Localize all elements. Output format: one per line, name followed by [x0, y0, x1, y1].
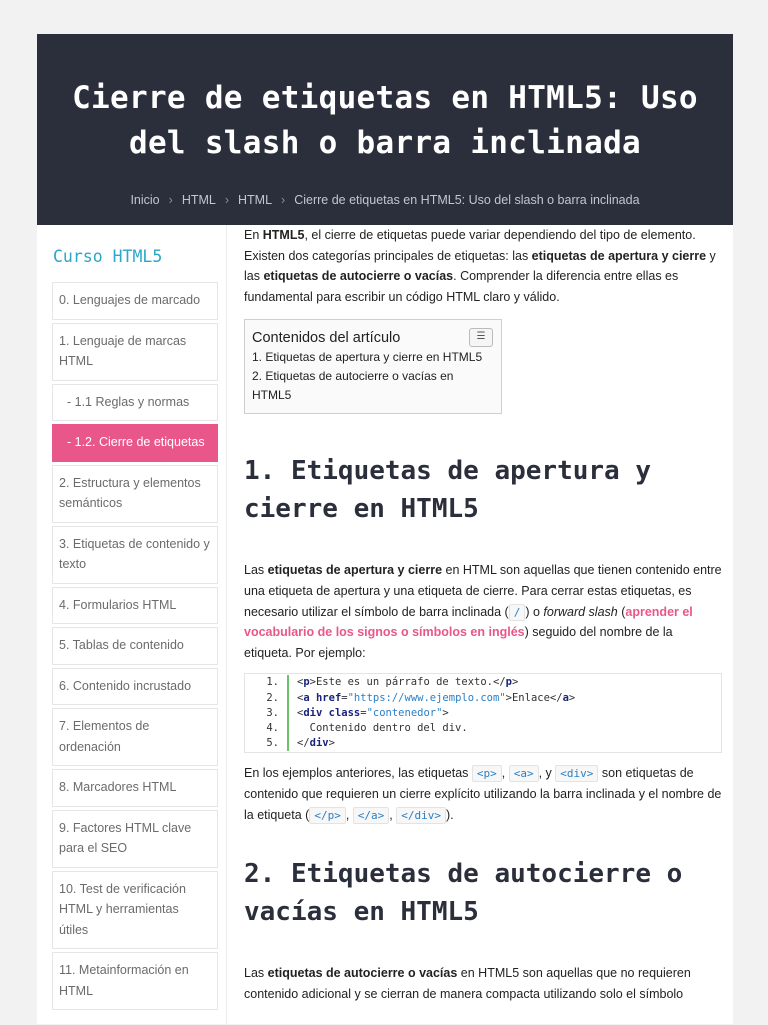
- line-number: 4.: [245, 721, 289, 736]
- sidebar-item-test-de-verificacion[interactable]: 10. Test de verificación HTML y herramientas útiles: [52, 871, 218, 950]
- breadcrumb-html-2[interactable]: HTML: [238, 193, 273, 207]
- text: y las: [244, 248, 716, 284]
- sidebar-item-contenido-incrustado[interactable]: 6. Contenido incrustado: [52, 668, 218, 706]
- text: ) seguido del nombre de la etiqueta. Por ejemplo:: [244, 625, 673, 660]
- toc-item-2[interactable]: 2. Etiquetas de autocierre o vacías en HTML5: [252, 369, 454, 403]
- inline-code: <p>: [472, 765, 502, 782]
- code-token: =: [360, 706, 367, 719]
- breadcrumb-html[interactable]: HTML: [181, 193, 216, 207]
- code-token: >: [505, 691, 512, 704]
- code-token: >: [328, 737, 335, 750]
- code-token: "contenedor": [366, 706, 443, 719]
- sidebar-item-tablas-de-contenido[interactable]: 5. Tablas de contenido: [52, 627, 218, 665]
- page: [37, 34, 733, 1024]
- section2-paragraph: [244, 963, 722, 1004]
- toc-item-1[interactable]: 1. Etiquetas de apertura y cierre en HTML5: [252, 350, 483, 365]
- code-token: a: [303, 691, 310, 704]
- text: ).: [445, 807, 454, 822]
- code-token: p: [303, 676, 310, 689]
- code-token: div: [303, 706, 323, 719]
- text: . Comprender la diferencia entre ellas es fundamental para escribir un código HTML claro y válido.: [244, 269, 679, 304]
- code-token: >: [511, 676, 519, 689]
- code-token: p: [505, 676, 512, 689]
- bold-text: etiquetas de apertura y cierre: [531, 248, 707, 263]
- sidebar-item-lenguajes-de-marcado[interactable]: 0. Lenguajes de marcado: [52, 282, 218, 320]
- inline-code: <div>: [555, 765, 598, 782]
- inline-code: /: [509, 604, 526, 621]
- section1-explanation: [244, 763, 722, 825]
- sidebar-item-lenguaje-de-marcas-html[interactable]: 1. Lenguaje de marcas HTML: [52, 323, 218, 381]
- text: ,: [501, 766, 509, 781]
- code-line: [245, 675, 721, 690]
- code-token: </: [297, 737, 310, 750]
- code-token: <: [297, 676, 304, 689]
- text: ,: [389, 807, 397, 822]
- inline-code: </div>: [396, 807, 446, 824]
- text: en HTML5 son aquellas que no requieren contenido adicional y se cierran de manera compacta utilizando solo el símbolo: [244, 966, 691, 1001]
- text: (: [617, 604, 626, 619]
- code-token: a: [562, 691, 569, 704]
- code-source: [297, 721, 468, 736]
- chevron-right-icon: ›: [281, 193, 286, 207]
- code-source: [297, 691, 575, 706]
- line-number: 1.: [245, 675, 289, 690]
- bold-text: etiquetas de apertura y cierre: [267, 563, 443, 578]
- text: son etiquetas de contenido que requieren un cierre explícito utilizando la barra inclinada y el nombre de la etiqueta (: [244, 766, 722, 822]
- bold-text: HTML5: [262, 228, 305, 242]
- code-block: [244, 673, 722, 753]
- text: , y: [538, 766, 556, 781]
- code-token: >: [442, 706, 449, 719]
- code-source: [297, 736, 335, 751]
- code-line: [245, 736, 721, 751]
- chevron-right-icon: ›: [168, 193, 173, 207]
- sidebar-item-factores-seo[interactable]: 9. Factores HTML clave para el SEO: [52, 810, 218, 868]
- line-number: 2.: [245, 691, 289, 706]
- sidebar-item-etiquetas-de-contenido[interactable]: 3. Etiquetas de contenido y texto: [52, 526, 218, 584]
- text: Las: [244, 563, 268, 578]
- code-token: </: [493, 676, 506, 689]
- text: ,: [345, 807, 353, 822]
- bold-text: etiquetas de autocierre o vacías: [267, 966, 458, 981]
- page-title: Cierre de etiquetas en HTML5: Uso del slash o barra inclinada: [72, 80, 698, 161]
- breadcrumb: [37, 193, 733, 207]
- hero-header: [37, 34, 733, 225]
- code-line: [245, 721, 721, 736]
- text: , el cierre de etiquetas puede variar dependiendo del tipo de elemento. Existen dos categorías principales de etiquetas: las: [244, 228, 696, 263]
- text: En: [244, 228, 263, 242]
- divider: [226, 225, 227, 1025]
- list-toggle-icon[interactable]: ☰: [469, 328, 493, 347]
- inline-code: </a>: [353, 807, 390, 824]
- code-line: [245, 706, 721, 721]
- section1-paragraph: [244, 560, 722, 663]
- chevron-right-icon: ›: [224, 193, 230, 207]
- article-content: [244, 225, 722, 1004]
- code-token: Contenido dentro del div.: [297, 721, 468, 734]
- intro-paragraph: [244, 225, 722, 307]
- code-token: >: [568, 691, 576, 704]
- code-token: "https://www.ejemplo.com": [347, 691, 506, 704]
- text: En los ejemplos anteriores, las etiquetas: [244, 766, 472, 781]
- sidebar-item-metainformacion[interactable]: 11. Metainformación en HTML: [52, 952, 218, 1010]
- code-token: Enlace: [511, 691, 550, 704]
- text: ) o: [525, 604, 544, 619]
- code-token: >: [309, 676, 316, 689]
- code-token: <: [297, 691, 304, 704]
- inline-code: <a>: [509, 765, 539, 782]
- course-sidebar: [52, 225, 218, 1013]
- text: en HTML son aquellas que tienen contenido entre una etiqueta de apertura y una etiqueta de cierre. Para cerrar estas etiquetas, es necesario utilizar el símbolo de barra inclinada (: [244, 563, 722, 619]
- code-token: class: [328, 706, 361, 719]
- sidebar-item-estructura-y-elementos[interactable]: 2. Estructura y elementos semánticos: [52, 465, 218, 523]
- code-token: </: [549, 691, 563, 704]
- toc-title: Contenidos del artículo: [252, 330, 401, 347]
- code-token: =: [341, 691, 348, 704]
- sidebar-title: Curso HTML5: [53, 247, 163, 266]
- text: Las: [244, 966, 268, 981]
- code-token: div: [309, 737, 329, 750]
- vocabulary-link[interactable]: aprender el vocabulario de los signos o símbolos en inglés: [244, 604, 693, 640]
- line-number: 3.: [245, 706, 289, 721]
- sidebar-item-reglas-y-normas[interactable]: - 1.1 Reglas y normas: [52, 384, 218, 422]
- code-token: Este es un párrafo de texto.: [315, 676, 493, 689]
- breadcrumb-inicio[interactable]: Inicio: [130, 193, 160, 207]
- code-token: <: [297, 706, 304, 719]
- italic-text: forward slash: [543, 604, 618, 619]
- inline-code: </p>: [309, 807, 346, 824]
- bold-text: etiquetas de autocierre o vacías: [263, 269, 454, 284]
- sidebar-item-elementos-de-ordenacion[interactable]: 7. Elementos de ordenación: [52, 708, 218, 766]
- code-line: [245, 691, 721, 706]
- sidebar-item-cierre-de-etiquetas[interactable]: - 1.2. Cierre de etiquetas: [52, 424, 218, 462]
- code-token: href: [315, 691, 342, 704]
- line-number: 5.: [245, 736, 289, 751]
- code-source: [297, 675, 518, 690]
- table-of-contents: [244, 319, 502, 414]
- sidebar-item-formularios-html[interactable]: 4. Formularios HTML: [52, 587, 218, 625]
- breadcrumb-current: Cierre de etiquetas en HTML5: Uso del slash o barra inclinada: [294, 193, 640, 207]
- code-source: [297, 706, 449, 721]
- sidebar-item-marcadores-html[interactable]: 8. Marcadores HTML: [52, 769, 218, 807]
- section1-heading: 1. Etiquetas de apertura y cierre en HTML5: [244, 456, 651, 525]
- section2-heading: 2. Etiquetas de autocierre o vacías en HTML5: [244, 859, 683, 928]
